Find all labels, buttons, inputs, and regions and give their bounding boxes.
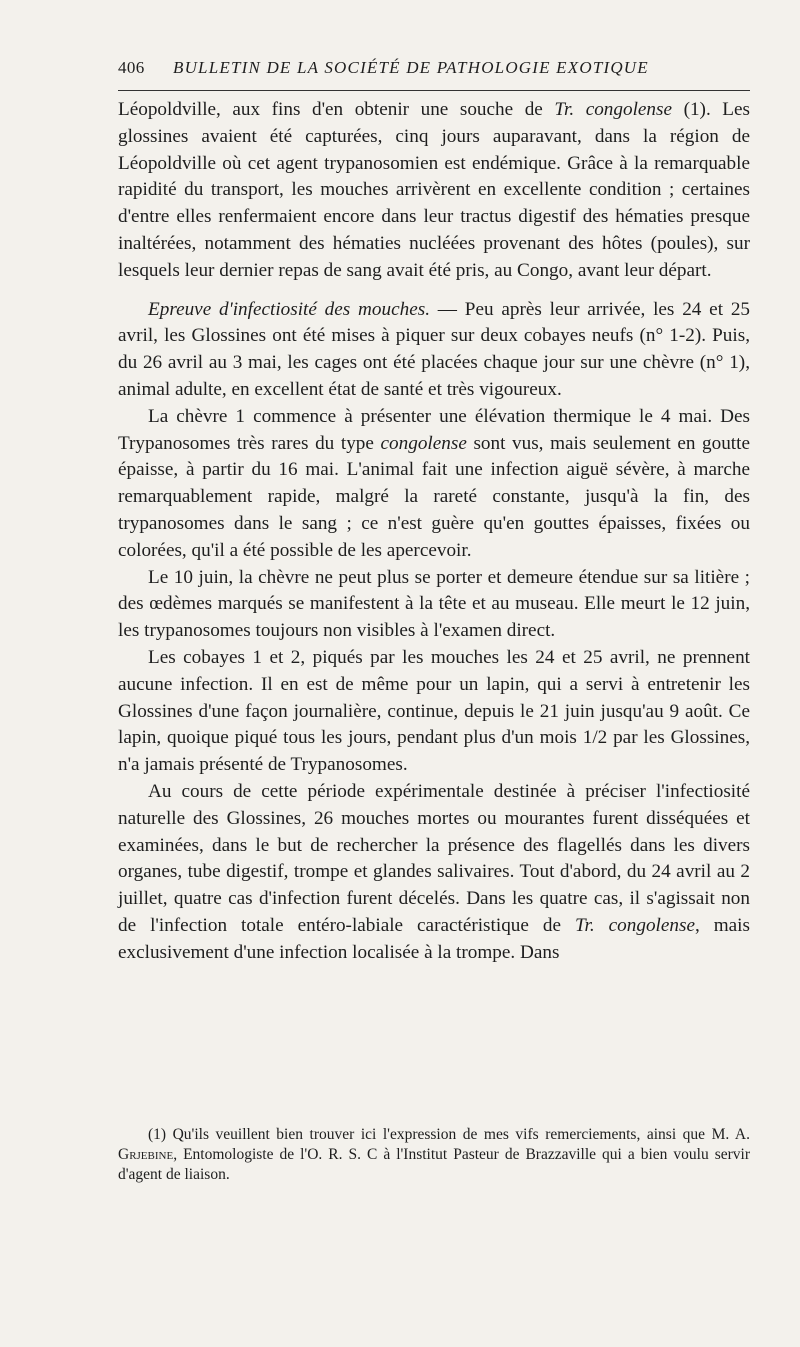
- body-text: [118, 97, 750, 967]
- paragraph-6: Au cours de cette période expérimentale destinée à préciser l'infectiosité naturelle des Glossines, 26 mouches mortes ou mourantes furent disséquées et examinées, dans le but de rechercher la présence des flagellés dans les divers organes, tube digestif, trompe et glandes salivaires. Tout d'abord, du 24 avril au 2 juillet, quatre cas d'infection furent décelés. Dans les quatre cas, il s'agissait non de l'infection totale entéro-labiale caractéristique de Tr. congolense, mais exclusivement d'une infection localisée à la trompe. Dans: [118, 780, 750, 963]
- page-number: 406: [118, 58, 145, 77]
- section-heading: Epreuve d'infectiosité des mouches.: [148, 298, 430, 320]
- running-header: [118, 58, 750, 82]
- species-name: Tr. congolense: [554, 99, 673, 120]
- running-title: BULLETIN DE LA SOCIÉTÉ DE PATHOLOGIE EXOTIQUE: [173, 58, 649, 77]
- footnote: [118, 1125, 750, 1185]
- paragraph-2: Epreuve d'infectiosité des mouches. — Peu après leur arrivée, les 24 et 25 avril, les Glossines ont été mises à piquer sur deux cobayes neufs (n° 1-2). Puis, du 26 avril au 3 mai, les cages ont été placées chaque jour sur une chèvre (n° 1), animal adulte, en excellent état de santé et très vigoureux.: [118, 298, 751, 400]
- paragraph-4: Le 10 juin, la chèvre ne peut plus se porter et demeure étendue sur sa litière ; des œdèmes marqués se manifestent à la tête et au museau. Elle meurt le 12 juin, les trypanosomes toujours non visibles à l'examen direct.: [118, 566, 750, 642]
- footnote-1: (1) Qu'ils veuillent bien trouver ici l'expression de mes vifs remerciements, ainsi que M. A. Grjebine, Entomologiste de l'O. R. S. C à l'Institut Pasteur de Brazzaville qui a bien voulu servir d'agent de liaison.: [118, 1126, 750, 1183]
- paragraph-1: Léopoldville, aux fins d'en obtenir une souche de Tr. congolense (1). Les glossines avaient été capturées, cinq jours auparavant, dans la région de Léopoldville où cet agent trypanosomien est endémique. Grâce à la remarquable rapidité du transport, les mouches arrivèrent en excellente condition ; certaines d'entre elles renfermaient encore dans leur tractus digestif des hématies presque inaltérées, notamment des hématies nucléées provenant des hôtes (poules), sur lesquels leur dernier repas de sang avait été pris, au Congo, avant leur départ.: [118, 99, 751, 281]
- header-rule: [118, 90, 750, 91]
- paragraph-3: La chèvre 1 commence à présenter une élévation thermique le 4 mai. Des Trypanosomes très rares du type congolense sont vus, mais seulement en goutte épaisse, à partir du 16 mai. L'animal fait une infection aiguë sévère, à marche remarquablement rapide, malgré la rareté constante, jusqu'à la fin, des trypanosomes dans le sang ; ce n'est guère qu'en gouttes épaisses, fixées ou colorées, qu'il a été possible de les apercevoir.: [118, 405, 750, 561]
- person-name: Grjebine: [118, 1146, 174, 1163]
- species-name: congolense: [380, 432, 467, 454]
- paragraph-5: Les cobayes 1 et 2, piqués par les mouches les 24 et 25 avril, ne prennent aucune infection. Il en est de même pour un lapin, qui a servi à entretenir les Glossines d'une façon journalière, continue, depuis le 21 juin jusqu'au 9 août. Ce lapin, quoique piqué tous les jours, pendant plus d'un mois 1/2 par les Glossines, n'a jamais présenté de Trypanosomes.: [118, 646, 750, 776]
- species-name: Tr. congolense: [574, 914, 695, 936]
